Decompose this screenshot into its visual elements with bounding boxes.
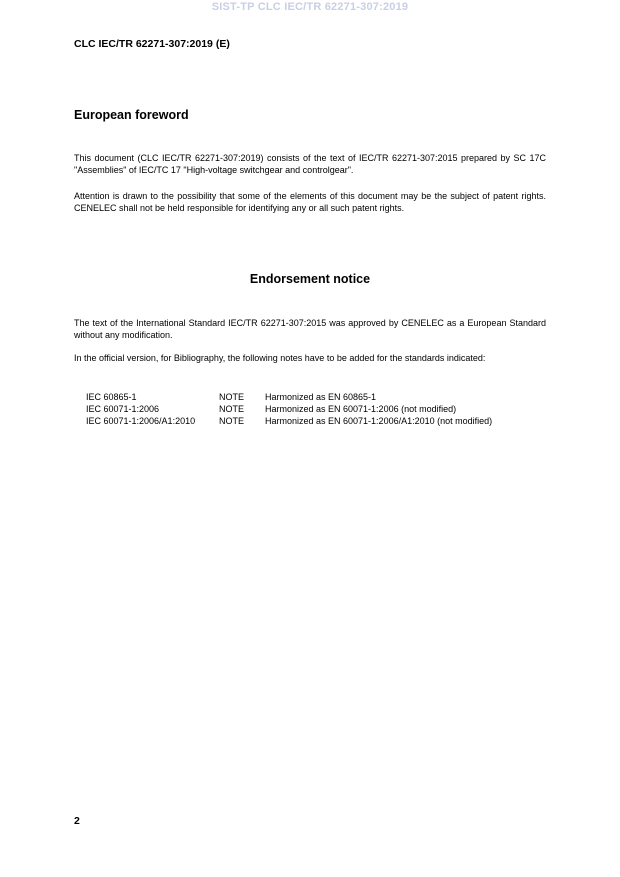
endorsement-paragraph-1: The text of the International Standard IEC/TR 62271-307:2015 was approved by CENELEC as a European Standard without any modification. <box>74 318 546 340</box>
note-row <box>86 415 492 427</box>
note-text: Harmonized as EN 60865-1 <box>265 392 377 402</box>
note-label: NOTE <box>219 404 245 414</box>
foreword-paragraph-1: This document (CLC IEC/TR 62271-307:2019) consists of the text of IEC/TR 62271-307:2015 prepared by SC 17C "Assemblies" of IEC/TC 17 "High-voltage switchgear and controlgear". <box>74 153 546 175</box>
foreword-paragraph-2: Attention is drawn to the possibility that some of the elements of this document may be the subject of patent rights. CENELEC shall not be held responsible for identifying any or all such patent rights. <box>74 191 546 213</box>
note-standard: IEC 60071-1:2006/A1:2010 <box>86 416 196 426</box>
document-header: CLC IEC/TR 62271-307:2019 (E) <box>74 38 230 50</box>
foreword-heading: European foreword <box>74 108 189 122</box>
note-label: NOTE <box>219 392 245 402</box>
endorsement-paragraph-2: In the official version, for Bibliography, the following notes have to be added for the standards indicated: <box>74 353 486 363</box>
endorsement-heading: Endorsement notice <box>249 272 371 286</box>
note-text: Harmonized as EN 60071-1:2006 (not modified) <box>265 404 457 414</box>
watermark-title: SIST-TP CLC IEC/TR 62271-307:2019 <box>211 1 409 13</box>
notes-list <box>86 391 492 427</box>
note-text: Harmonized as EN 60071-1:2006/A1:2010 (not modified) <box>265 416 493 426</box>
note-standard: IEC 60071-1:2006 <box>86 404 160 414</box>
page-number: 2 <box>74 815 80 827</box>
note-row <box>86 391 492 403</box>
note-row <box>86 403 492 415</box>
note-label: NOTE <box>219 416 245 426</box>
note-standard: IEC 60865-1 <box>86 392 137 402</box>
